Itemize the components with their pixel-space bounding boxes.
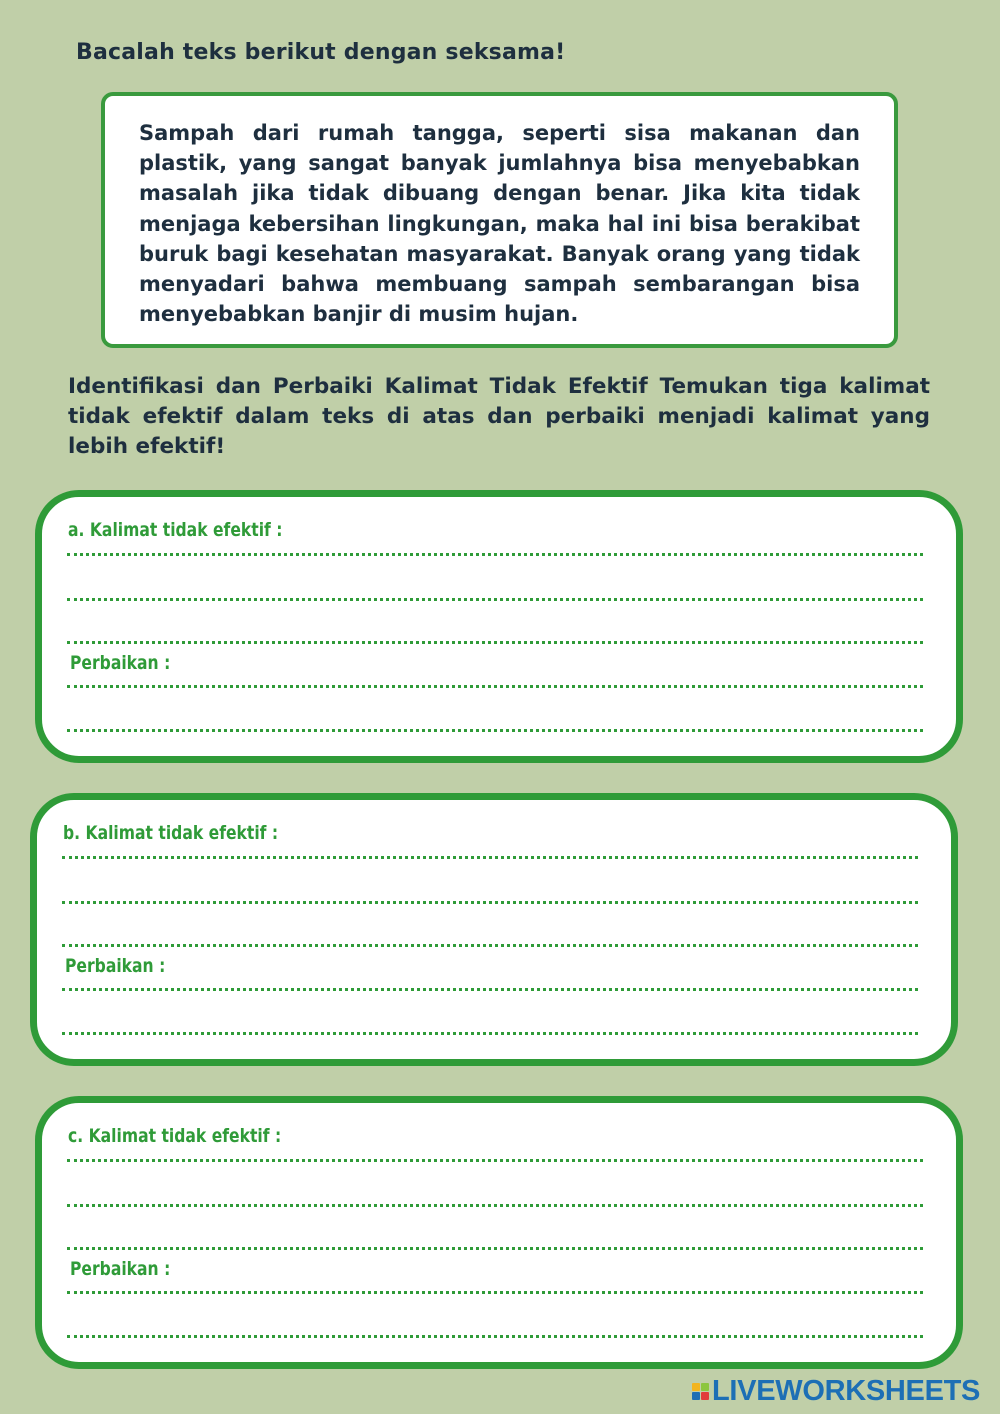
answer-box-c: [35, 1096, 963, 1369]
logo-square-4: [701, 1392, 709, 1400]
answer-c-line-2[interactable]: [67, 1204, 923, 1207]
answer-c-label: c. Kalimat tidak efektif :: [68, 1125, 282, 1147]
logo-square-2: [701, 1383, 709, 1391]
instruction-heading: Bacalah teks berikut dengan seksama!: [76, 40, 566, 65]
answer-b-fix-label: Perbaikan :: [65, 955, 166, 977]
answer-a-fix-line-2[interactable]: [67, 729, 923, 732]
answer-a-line-3[interactable]: [67, 641, 923, 644]
answer-b-line-2[interactable]: [62, 901, 918, 904]
answer-box-a: [35, 490, 963, 763]
answer-c-fix-line-2[interactable]: [67, 1335, 923, 1338]
answer-a-fix-label: Perbaikan :: [70, 652, 171, 674]
answer-c-fix-line-1[interactable]: [67, 1291, 923, 1294]
task-instruction: Identifikasi dan Perbaiki Kalimat Tidak Efektif Temukan tiga kalimat tidak efektif dalam teks di atas dan perbaiki menjadi kalimat yang lebih efektif!: [68, 374, 930, 459]
answer-b-line-1[interactable]: [62, 856, 918, 859]
reading-passage: Sampah dari rumah tangga, seperti sisa makanan dan plastik, yang sangat banyak jumlahnya bisa menyebabkan masalah jika tidak dibuang dengan benar. Jika kita tidak menjaga kebersihan lingkungan, maka hal ini bisa berakibat buruk bagi kesehatan masyarakat. Banyak orang yang tidak menyadari bahwa membuang sampah sembarangan bisa menyebabkan banjir di musim hujan.: [139, 121, 860, 327]
answer-c-line-1[interactable]: [67, 1159, 923, 1162]
reading-passage-box: [101, 92, 898, 348]
answer-a-fix-line-1[interactable]: [67, 685, 923, 688]
answer-c-fix-label: Perbaikan :: [70, 1258, 171, 1280]
answer-a-line-2[interactable]: [67, 598, 923, 601]
answer-box-b: [30, 793, 958, 1066]
logo-square-3: [692, 1392, 700, 1400]
answer-b-fix-line-1[interactable]: [62, 988, 918, 991]
answer-b-fix-line-2[interactable]: [62, 1032, 918, 1035]
answer-c-line-3[interactable]: [67, 1247, 923, 1250]
brand-text: LIVEWORKSHEETS: [712, 1375, 981, 1407]
answer-a-line-1[interactable]: [67, 553, 923, 556]
answer-b-line-3[interactable]: [62, 944, 918, 947]
answer-a-label: a. Kalimat tidak efektif :: [68, 519, 283, 541]
liveworksheets-logo-icon: [692, 1383, 709, 1400]
answer-b-label: b. Kalimat tidak efektif :: [63, 822, 279, 844]
logo-square-1: [692, 1383, 700, 1391]
liveworksheets-branding[interactable]: [692, 1375, 980, 1408]
